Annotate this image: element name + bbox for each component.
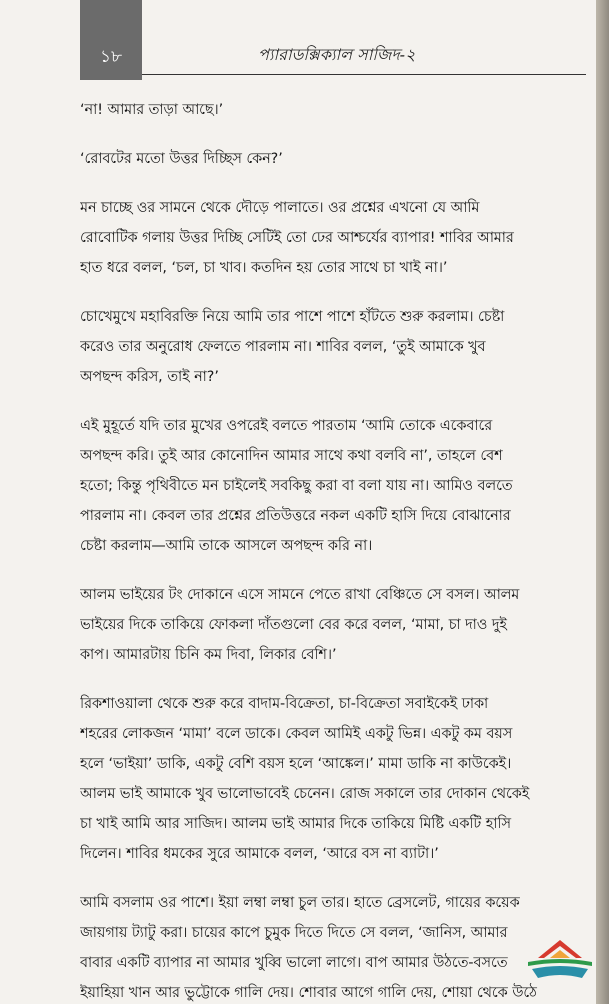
- running-title: প্যারাডক্সিক্যাল সাজিদ-২: [258, 45, 416, 64]
- text-line: ইয়াহিয়া খান আর ভুট্টোকে গালি দেয়। শোবার আগে গালি দেয়, শোয়া থেকে উঠে: [80, 985, 537, 1001]
- text-line: বাবার একটি ব্যাপার না আমার খুব্বি ভালো লাগে। বাপ আমার উঠতে-বসতে: [80, 955, 508, 971]
- text-line: জায়গায় ট্যাটু করা। চায়ের কাপে চুমুক দিতে দিতে সে বলল, ‘জানিস, আমার: [80, 925, 508, 941]
- text-line: কাপ। আমারটায় চিনি কম দিবা, লিকার বেশি।’: [80, 647, 337, 663]
- text-line: চেষ্টা করলাম—আমি তাকে আসলে অপছন্দ করি না।: [80, 538, 373, 554]
- page-number-tab: [80, 0, 142, 80]
- text-line: করেও তার অনুরোধ ফেলতে পারলাম না। শাবির বলল, ‘তুই আমাকে খুব: [80, 339, 486, 355]
- text-line: মন চাচ্ছে ওর সামনে থেকে দৌড়ে পালাতে। ওর প্রশ্নের এখনো যে আমি: [80, 200, 480, 216]
- text-line: ‘রোবটের মতো উত্তর দিচ্ছিস কেন?’: [80, 151, 283, 167]
- text-line: হাত ধরে বলল, ‘চল, চা খাব। কতদিন হয় তোর সাথে চা খাই না।’: [80, 260, 448, 276]
- paragraph-2: [80, 144, 586, 174]
- paragraph-7: [80, 689, 586, 869]
- publisher-logo-icon: [522, 936, 596, 982]
- text-line: চা খাই আমি আর সাজিদ। আলম ভাই আমার দিকে তাকিয়ে মিষ্টি একটি হাসি: [80, 816, 511, 832]
- text-line: রোবোটিক গলায় উত্তর দিচ্ছি সেটিই তো ঢের আশ্চর্যের ব্যাপার! শাবির আমার: [80, 230, 514, 246]
- page-number: ১৮: [99, 47, 123, 67]
- text-line: অপছন্দ করি। তুই আর কোনোদিন আমার সাথে কথা বলবি না’, তাহলে বেশ: [80, 448, 503, 464]
- text-line: এই মুহূর্তে যদি তার মুখের ওপরেই বলতে পারতাম ‘আমি তোকে একেবারে: [80, 418, 493, 434]
- paragraph-3: [80, 193, 586, 283]
- paragraph-5: [80, 411, 586, 561]
- paragraph-8: [80, 888, 586, 1004]
- text-line: হতো; কিন্তু পৃথিবীতে মন চাইলেই সবকিছু করা বা বলা যায় না। আমিও বলতে: [80, 478, 513, 494]
- text-line: ‘না! আমার তাড়া আছে।’: [80, 102, 224, 118]
- paragraph-1: [80, 95, 586, 125]
- paragraph-6: [80, 580, 586, 670]
- text-line: চোখেমুখে মহাবিরক্তি নিয়ে আমি তার পাশে পাশে হাঁটতে শুরু করলাম। চেষ্টা: [80, 309, 505, 325]
- text-line: আলম ভাই আমাকে খুব ভালোভাবেই চেনেন। রোজ সকালে তার দোকান থেকেই: [80, 786, 530, 802]
- page-edge: [596, 0, 609, 1004]
- text-line: হলে ‘ভাইয়া’ ডাকি, একটু বেশি বয়স হলে ‘আঙ্কেল।’ মামা ডাকি না কাউকেই।: [80, 756, 512, 772]
- paragraph-4: [80, 302, 586, 392]
- header-divider: [142, 74, 586, 75]
- text-line: শহরের লোকজন ‘মামা’ বলে ডাকে। কেবল আমিই একটু ভিন্ন। একটু কম বয়স: [80, 726, 513, 742]
- text-line: আলম ভাইয়ের টং দোকানে এসে সামনে পেতে রাখা বেঞ্চিতে সে বসল। আলম: [80, 587, 520, 603]
- text-line: পারলাম না। কেবল তার প্রশ্নের প্রতিউত্তরে নকল একটি হাসি দিয়ে বোঝানোর: [80, 508, 511, 524]
- body-text: [80, 95, 586, 1004]
- text-line: অপছন্দ করিস, তাই না?’: [80, 369, 219, 385]
- text-line: আমি বসলাম ওর পাশে। ইয়া লম্বা লম্বা চুল তার। হাতে ব্রেসলেট, গায়ের কয়েক: [80, 895, 520, 911]
- text-line: দিলেন। শাবির ধমকের সুরে আমাকে বলল, ‘আরে বস না ব্যাটা।’: [80, 846, 439, 862]
- text-line: ভাইয়ের দিকে তাকিয়ে ফোকলা দাঁতগুলো বের করে বলল, ‘মামা, চা দাও দুই: [80, 617, 507, 633]
- text-line: রিকশাওয়ালা থেকে শুরু করে বাদাম-বিক্রেতা, চা-বিক্রেতা সবাইকেই ঢাকা: [80, 696, 489, 712]
